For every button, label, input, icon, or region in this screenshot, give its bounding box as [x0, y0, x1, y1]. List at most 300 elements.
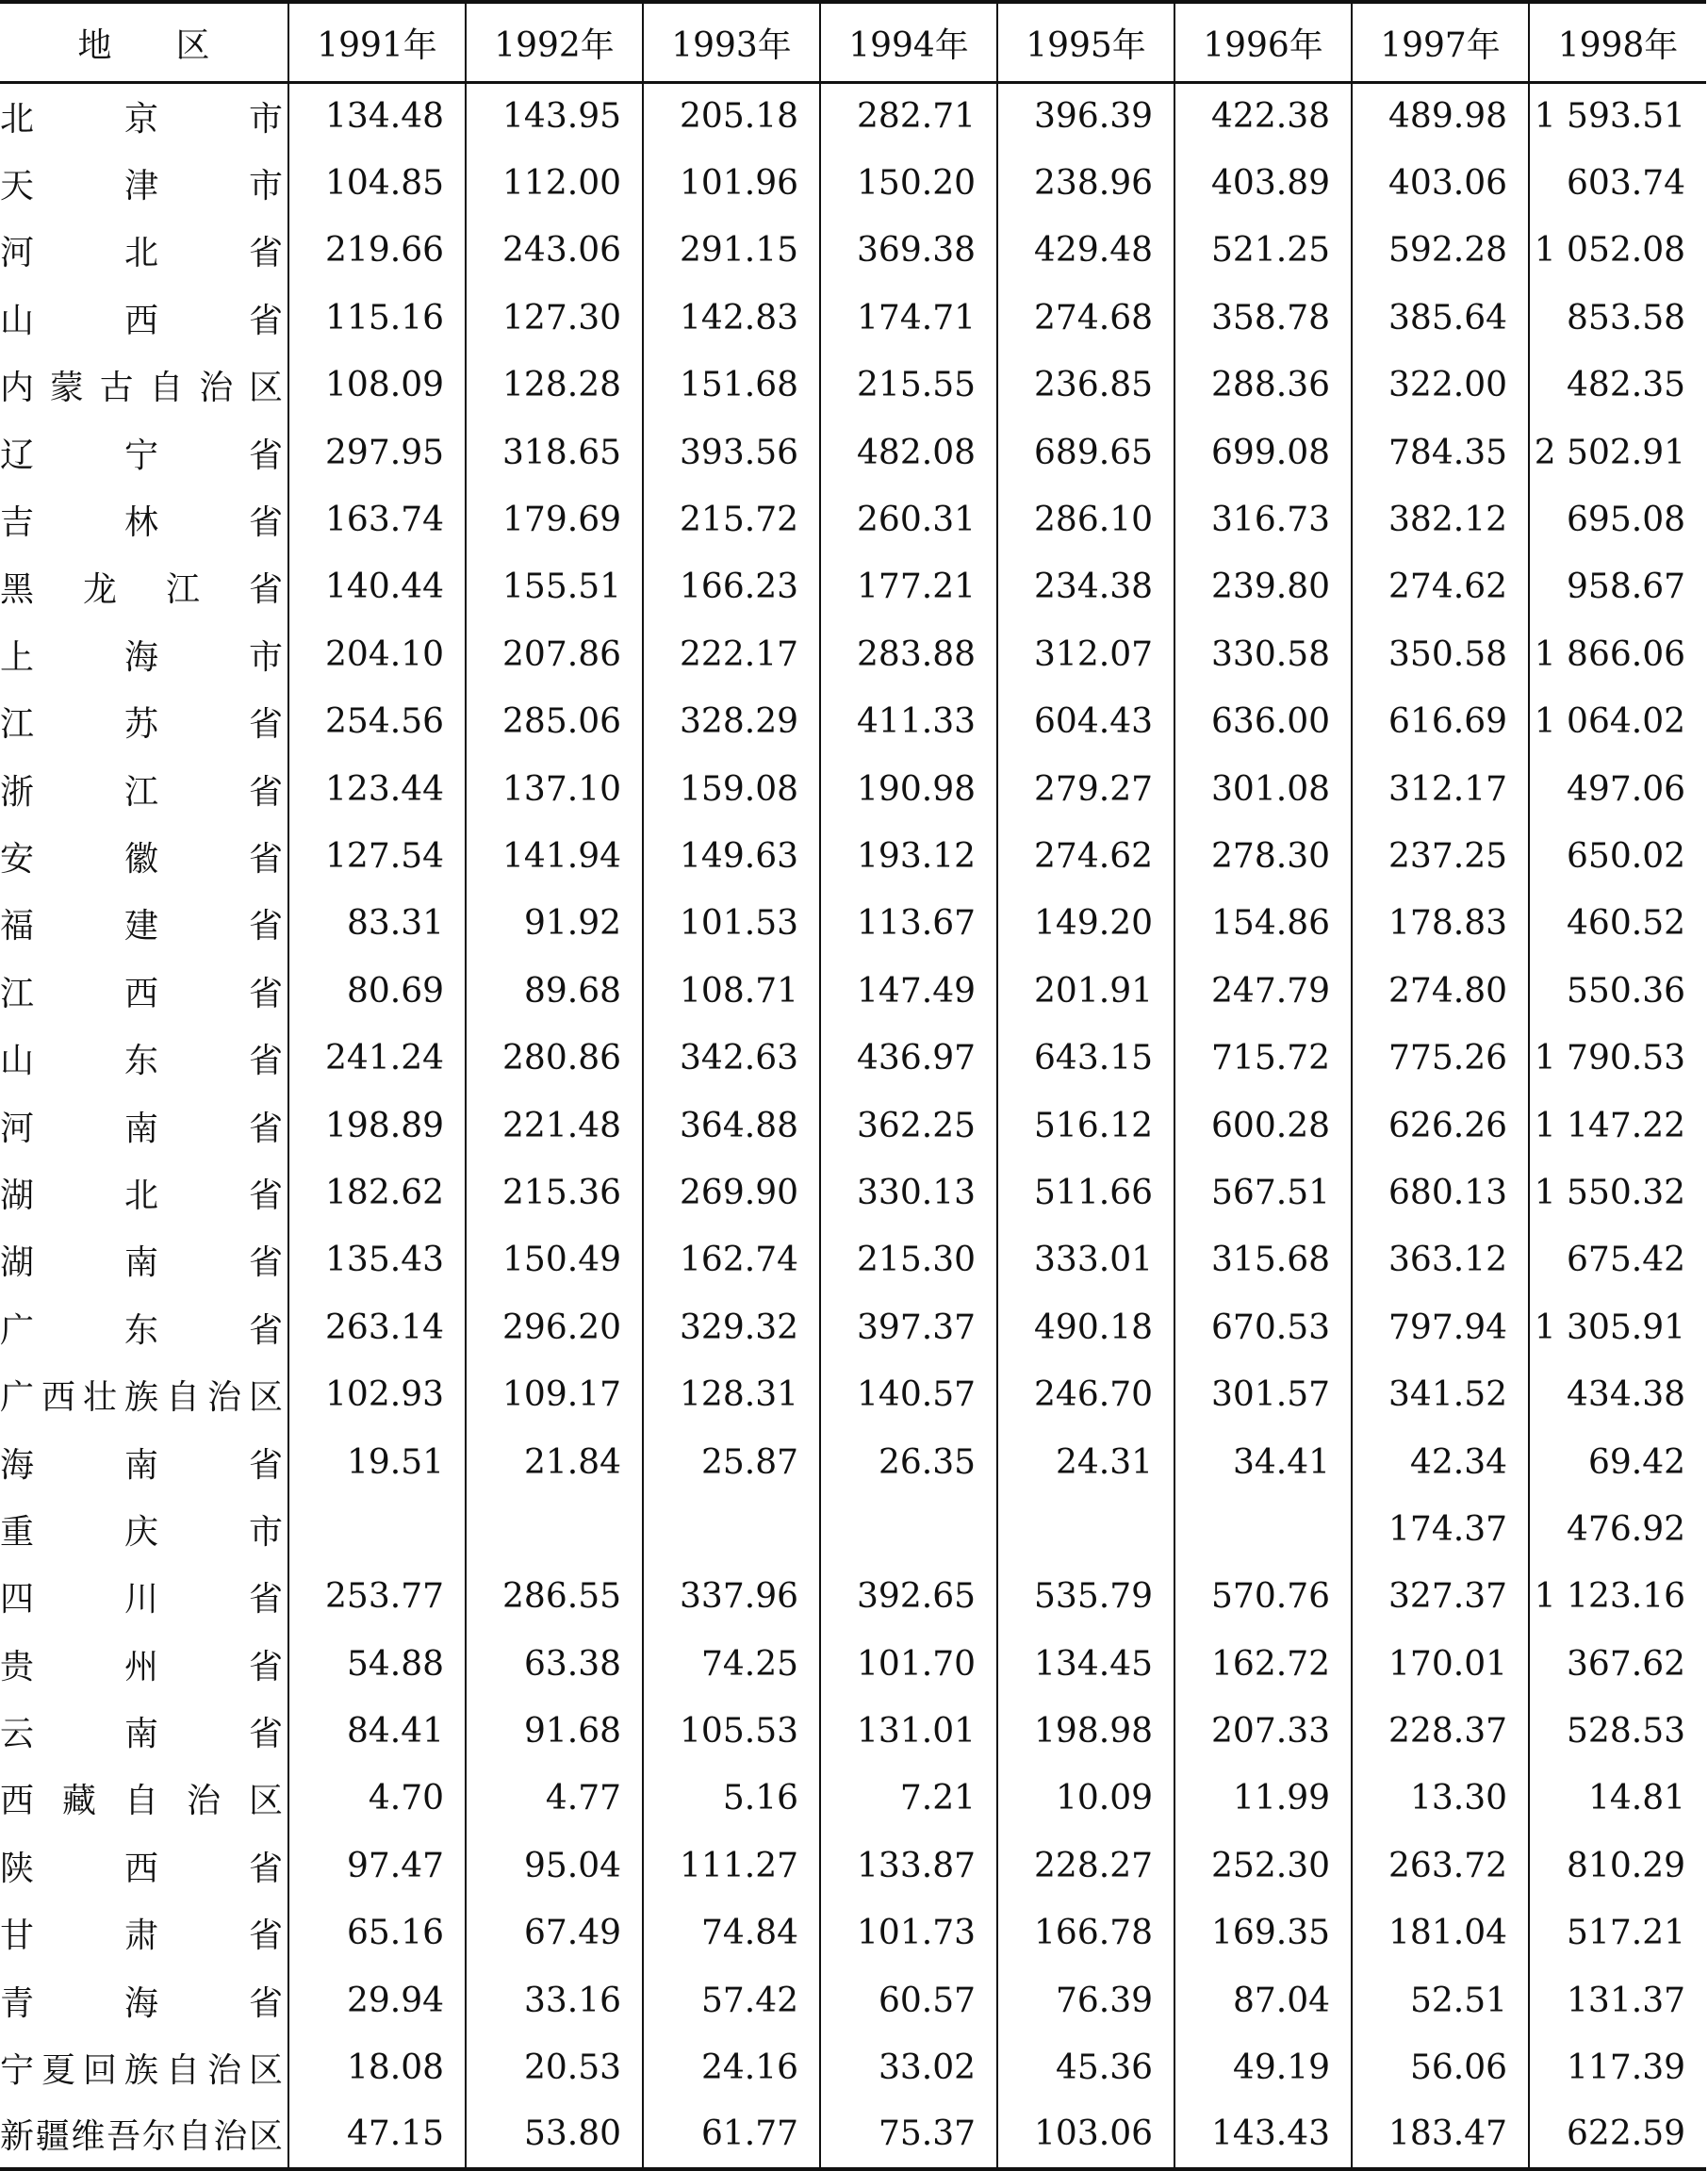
region-cell: [0, 1698, 288, 1765]
value-cell: 198.89: [288, 1092, 466, 1159]
value-cell: 278.30: [1174, 823, 1352, 890]
value-cell: 246.70: [997, 1361, 1174, 1428]
value-cell: 111.27: [643, 1833, 820, 1900]
value-cell: 274.80: [1352, 958, 1529, 1025]
table-row: [0, 1630, 1706, 1697]
value-cell: 2 502.91: [1529, 419, 1706, 485]
region-cell: [0, 958, 288, 1025]
value-cell: 288.36: [1174, 352, 1352, 419]
value-cell: 222.17: [643, 621, 820, 688]
value-cell: 155.51: [466, 553, 643, 620]
header-region: 地 区: [0, 2, 288, 83]
value-cell: 1 790.53: [1529, 1025, 1706, 1092]
region-name: 海南省: [0, 1445, 283, 1485]
region-name: 陕西省: [0, 1849, 283, 1888]
table-row: [0, 1563, 1706, 1630]
value-cell: 141.94: [466, 823, 643, 890]
value-cell: 108.71: [643, 958, 820, 1025]
region-name: 内蒙古自治区: [0, 369, 283, 408]
value-cell: 104.85: [288, 150, 466, 217]
value-cell: 25.87: [643, 1428, 820, 1495]
value-cell: 178.83: [1352, 890, 1529, 957]
value-cell: 422.38: [1174, 83, 1352, 150]
value-cell: 5.16: [643, 1765, 820, 1832]
value-cell: 280.86: [466, 1025, 643, 1092]
value-cell: 14.81: [1529, 1765, 1706, 1832]
table-row: [0, 352, 1706, 419]
header-year: 1992年: [466, 2, 643, 83]
value-cell: 570.76: [1174, 1563, 1352, 1630]
value-cell: 33.02: [820, 2034, 997, 2101]
table-row: [0, 1361, 1706, 1428]
value-cell: [997, 1496, 1174, 1563]
table-row: [0, 958, 1706, 1025]
table-row: [0, 2034, 1706, 2101]
value-cell: 67.49: [466, 1900, 643, 1966]
table-row: [0, 1698, 1706, 1765]
value-cell: 497.06: [1529, 755, 1706, 822]
region-cell: [0, 1496, 288, 1563]
region-name: 贵州省: [0, 1647, 283, 1686]
region-cell: [0, 83, 288, 150]
region-cell: [0, 621, 288, 688]
value-cell: 403.89: [1174, 150, 1352, 217]
region-cell: [0, 755, 288, 822]
value-cell: 182.62: [288, 1160, 466, 1226]
region-name: 河北省: [0, 234, 283, 273]
region-cell: [0, 1630, 288, 1697]
value-cell: 89.68: [466, 958, 643, 1025]
value-cell: 516.12: [997, 1092, 1174, 1159]
table-row: [0, 1765, 1706, 1832]
value-cell: 622.59: [1529, 2101, 1706, 2168]
value-cell: 26.35: [820, 1428, 997, 1495]
value-cell: 327.37: [1352, 1563, 1529, 1630]
value-cell: 170.01: [1352, 1630, 1529, 1697]
value-cell: 162.72: [1174, 1630, 1352, 1697]
value-cell: 643.15: [997, 1025, 1174, 1092]
value-cell: [643, 1496, 820, 1563]
value-cell: 205.18: [643, 83, 820, 150]
value-cell: 239.80: [1174, 553, 1352, 620]
value-cell: 87.04: [1174, 1966, 1352, 2033]
value-cell: 238.96: [997, 150, 1174, 217]
region-cell: [0, 419, 288, 485]
value-cell: 84.41: [288, 1698, 466, 1765]
region-cell: [0, 217, 288, 284]
value-cell: 535.79: [997, 1563, 1174, 1630]
value-cell: 166.78: [997, 1900, 1174, 1966]
value-cell: 80.69: [288, 958, 466, 1025]
value-cell: 396.39: [997, 83, 1174, 150]
value-cell: 283.88: [820, 621, 997, 688]
region-name: 湖南省: [0, 1243, 283, 1283]
value-cell: 274.62: [997, 823, 1174, 890]
value-cell: 301.08: [1174, 755, 1352, 822]
value-cell: 10.09: [997, 1765, 1174, 1832]
value-cell: 134.48: [288, 83, 466, 150]
value-cell: 254.56: [288, 688, 466, 755]
value-cell: 784.35: [1352, 419, 1529, 485]
value-cell: 91.92: [466, 890, 643, 957]
header-year: 1993年: [643, 2, 820, 83]
region-name: 云南省: [0, 1715, 283, 1754]
value-cell: 511.66: [997, 1160, 1174, 1226]
value-cell: 958.67: [1529, 553, 1706, 620]
region-cell: [0, 1900, 288, 1966]
region-cell: [0, 688, 288, 755]
value-cell: 147.49: [820, 958, 997, 1025]
value-cell: 312.07: [997, 621, 1174, 688]
value-cell: 42.34: [1352, 1428, 1529, 1495]
value-cell: 174.71: [820, 285, 997, 352]
value-cell: 285.06: [466, 688, 643, 755]
value-cell: 228.37: [1352, 1698, 1529, 1765]
value-cell: 650.02: [1529, 823, 1706, 890]
value-cell: 97.47: [288, 1833, 466, 1900]
table-row: [0, 1092, 1706, 1159]
value-cell: 253.77: [288, 1563, 466, 1630]
value-cell: 1 593.51: [1529, 83, 1706, 150]
value-cell: 403.06: [1352, 150, 1529, 217]
value-cell: 269.90: [643, 1160, 820, 1226]
header-year: 1991年: [288, 2, 466, 83]
value-cell: 142.83: [643, 285, 820, 352]
value-cell: 434.38: [1529, 1361, 1706, 1428]
region-cell: [0, 1025, 288, 1092]
table-row: [0, 150, 1706, 217]
value-cell: 7.21: [820, 1765, 997, 1832]
value-cell: 482.08: [820, 419, 997, 485]
value-cell: 54.88: [288, 1630, 466, 1697]
region-name: 四川省: [0, 1580, 283, 1620]
value-cell: 102.93: [288, 1361, 466, 1428]
region-cell: [0, 352, 288, 419]
value-cell: 53.80: [466, 2101, 643, 2168]
value-cell: 337.96: [643, 1563, 820, 1630]
value-cell: 567.51: [1174, 1160, 1352, 1226]
value-cell: 57.42: [643, 1966, 820, 2033]
table-row: [0, 419, 1706, 485]
value-cell: 247.79: [1174, 958, 1352, 1025]
value-cell: 1 123.16: [1529, 1563, 1706, 1630]
value-cell: 1 866.06: [1529, 621, 1706, 688]
table-row: [0, 1496, 1706, 1563]
value-cell: 411.33: [820, 688, 997, 755]
value-cell: 69.42: [1529, 1428, 1706, 1495]
table-row: [0, 217, 1706, 284]
value-cell: 221.48: [466, 1092, 643, 1159]
header-year: 1995年: [997, 2, 1174, 83]
region-name: 江苏省: [0, 705, 283, 745]
table-row: [0, 1294, 1706, 1361]
value-cell: 237.25: [1352, 823, 1529, 890]
value-cell: 207.86: [466, 621, 643, 688]
value-cell: 482.35: [1529, 352, 1706, 419]
region-name: 湖北省: [0, 1176, 283, 1215]
value-cell: 181.04: [1352, 1900, 1529, 1966]
table-row: [0, 285, 1706, 352]
table-row: [0, 1428, 1706, 1495]
table-row: [0, 688, 1706, 755]
value-cell: 143.95: [466, 83, 643, 150]
value-cell: 358.78: [1174, 285, 1352, 352]
region-cell: [0, 1765, 288, 1832]
value-cell: 201.91: [997, 958, 1174, 1025]
value-cell: 207.33: [1174, 1698, 1352, 1765]
value-cell: 131.01: [820, 1698, 997, 1765]
value-cell: 215.55: [820, 352, 997, 419]
table-body: [0, 83, 1706, 2169]
region-cell: [0, 1563, 288, 1630]
value-cell: 18.08: [288, 2034, 466, 2101]
value-cell: 154.86: [1174, 890, 1352, 957]
table-row: [0, 2101, 1706, 2168]
value-cell: 775.26: [1352, 1025, 1529, 1092]
header-year: 1998年: [1529, 2, 1706, 83]
value-cell: 4.77: [466, 1765, 643, 1832]
value-cell: 385.64: [1352, 285, 1529, 352]
value-cell: 75.37: [820, 2101, 997, 2168]
region-cell: [0, 486, 288, 553]
value-cell: 49.19: [1174, 2034, 1352, 2101]
value-cell: 393.56: [643, 419, 820, 485]
value-cell: 128.28: [466, 352, 643, 419]
value-cell: 134.45: [997, 1630, 1174, 1697]
value-cell: 74.84: [643, 1900, 820, 1966]
value-cell: 74.25: [643, 1630, 820, 1697]
value-cell: 600.28: [1174, 1092, 1352, 1159]
value-cell: 286.55: [466, 1563, 643, 1630]
value-cell: 312.17: [1352, 755, 1529, 822]
region-cell: [0, 1294, 288, 1361]
value-cell: 101.70: [820, 1630, 997, 1697]
value-cell: 179.69: [466, 486, 643, 553]
value-cell: 550.36: [1529, 958, 1706, 1025]
value-cell: 150.49: [466, 1226, 643, 1293]
value-cell: 34.41: [1174, 1428, 1352, 1495]
value-cell: 243.06: [466, 217, 643, 284]
value-cell: 362.25: [820, 1092, 997, 1159]
value-cell: 52.51: [1352, 1966, 1529, 2033]
value-cell: 11.99: [1174, 1765, 1352, 1832]
value-cell: 215.72: [643, 486, 820, 553]
value-cell: 63.38: [466, 1630, 643, 1697]
value-cell: 528.53: [1529, 1698, 1706, 1765]
table-row: [0, 1966, 1706, 2033]
table-row: [0, 553, 1706, 620]
value-cell: 853.58: [1529, 285, 1706, 352]
region-name: 宁夏回族自治区: [0, 2051, 283, 2091]
value-cell: 219.66: [288, 217, 466, 284]
value-cell: 1 305.91: [1529, 1294, 1706, 1361]
value-cell: 113.67: [820, 890, 997, 957]
value-cell: 291.15: [643, 217, 820, 284]
value-cell: 715.72: [1174, 1025, 1352, 1092]
value-cell: 140.44: [288, 553, 466, 620]
value-cell: 604.43: [997, 688, 1174, 755]
value-cell: 177.21: [820, 553, 997, 620]
value-cell: 382.12: [1352, 486, 1529, 553]
region-cell: [0, 285, 288, 352]
value-cell: 127.30: [466, 285, 643, 352]
value-cell: 263.72: [1352, 1833, 1529, 1900]
region-name: 吉林省: [0, 503, 283, 543]
value-cell: 342.63: [643, 1025, 820, 1092]
value-cell: 193.12: [820, 823, 997, 890]
value-cell: 56.06: [1352, 2034, 1529, 2101]
value-cell: 143.43: [1174, 2101, 1352, 2168]
value-cell: 1 064.02: [1529, 688, 1706, 755]
value-cell: 282.71: [820, 83, 997, 150]
value-cell: 322.00: [1352, 352, 1529, 419]
value-cell: 279.27: [997, 755, 1174, 822]
region-cell: [0, 2034, 288, 2101]
value-cell: 47.15: [288, 2101, 466, 2168]
region-cell: [0, 1833, 288, 1900]
value-cell: 149.63: [643, 823, 820, 890]
value-cell: 174.37: [1352, 1496, 1529, 1563]
table-row: [0, 1160, 1706, 1226]
region-name: 福建省: [0, 907, 283, 946]
value-cell: 367.62: [1529, 1630, 1706, 1697]
region-name: 甘肃省: [0, 1916, 283, 1956]
value-cell: 149.20: [997, 890, 1174, 957]
value-cell: 19.51: [288, 1428, 466, 1495]
value-cell: 675.42: [1529, 1226, 1706, 1293]
region-name: 浙江省: [0, 772, 283, 812]
value-cell: [466, 1496, 643, 1563]
value-cell: 215.36: [466, 1160, 643, 1226]
value-cell: 76.39: [997, 1966, 1174, 2033]
table-row: [0, 486, 1706, 553]
value-cell: 29.94: [288, 1966, 466, 2033]
value-cell: 274.62: [1352, 553, 1529, 620]
value-cell: 689.65: [997, 419, 1174, 485]
table-row: [0, 755, 1706, 822]
value-cell: 296.20: [466, 1294, 643, 1361]
value-cell: 521.25: [1174, 217, 1352, 284]
value-cell: 260.31: [820, 486, 997, 553]
region-name: 安徽省: [0, 839, 283, 879]
value-cell: 33.16: [466, 1966, 643, 2033]
value-cell: 166.23: [643, 553, 820, 620]
value-cell: 162.74: [643, 1226, 820, 1293]
region-name: 江西省: [0, 974, 283, 1013]
value-cell: 517.21: [1529, 1900, 1706, 1966]
region-name: 上海市: [0, 637, 283, 677]
value-cell: 810.29: [1529, 1833, 1706, 1900]
value-cell: 4.70: [288, 1765, 466, 1832]
value-cell: 131.37: [1529, 1966, 1706, 2033]
value-cell: 318.65: [466, 419, 643, 485]
table-row: [0, 1025, 1706, 1092]
value-cell: 1 550.32: [1529, 1160, 1706, 1226]
value-cell: 341.52: [1352, 1361, 1529, 1428]
value-cell: 369.38: [820, 217, 997, 284]
region-name: 西藏自治区: [0, 1782, 283, 1821]
value-cell: 626.26: [1352, 1092, 1529, 1159]
region-name: 山西省: [0, 301, 283, 340]
value-cell: 127.54: [288, 823, 466, 890]
value-cell: 20.53: [466, 2034, 643, 2101]
value-cell: 137.10: [466, 755, 643, 822]
region-name: 辽宁省: [0, 436, 283, 475]
value-cell: 252.30: [1174, 1833, 1352, 1900]
value-cell: 215.30: [820, 1226, 997, 1293]
value-cell: 198.98: [997, 1698, 1174, 1765]
value-cell: 489.98: [1352, 83, 1529, 150]
value-cell: 105.53: [643, 1698, 820, 1765]
value-cell: 328.29: [643, 688, 820, 755]
value-cell: 95.04: [466, 1833, 643, 1900]
table-row: [0, 1900, 1706, 1966]
value-cell: 117.39: [1529, 2034, 1706, 2101]
value-cell: 65.16: [288, 1900, 466, 1966]
region-cell: [0, 1092, 288, 1159]
value-cell: 135.43: [288, 1226, 466, 1293]
value-cell: 429.48: [997, 217, 1174, 284]
region-cell: [0, 150, 288, 217]
value-cell: 363.12: [1352, 1226, 1529, 1293]
region-name: 广西壮族自治区: [0, 1378, 283, 1418]
table-header: [0, 2, 1706, 83]
value-cell: 1 052.08: [1529, 217, 1706, 284]
region-cell: [0, 890, 288, 957]
table-row: [0, 890, 1706, 957]
region-name: 广东省: [0, 1310, 283, 1350]
region-cell: [0, 553, 288, 620]
value-cell: 24.16: [643, 2034, 820, 2101]
region-name: 山东省: [0, 1042, 283, 1081]
value-cell: 616.69: [1352, 688, 1529, 755]
value-cell: 592.28: [1352, 217, 1529, 284]
value-cell: 123.44: [288, 755, 466, 822]
value-cell: 150.20: [820, 150, 997, 217]
value-cell: 13.30: [1352, 1765, 1529, 1832]
region-name: 河南省: [0, 1109, 283, 1148]
value-cell: 21.84: [466, 1428, 643, 1495]
region-cell: [0, 1361, 288, 1428]
value-cell: 699.08: [1174, 419, 1352, 485]
value-cell: 797.94: [1352, 1294, 1529, 1361]
header-row: [0, 2, 1706, 83]
value-cell: 460.52: [1529, 890, 1706, 957]
region-cell: [0, 1226, 288, 1293]
value-cell: 330.58: [1174, 621, 1352, 688]
value-cell: 1 147.22: [1529, 1092, 1706, 1159]
value-cell: 108.09: [288, 352, 466, 419]
region-name: 天津市: [0, 167, 283, 206]
value-cell: 316.73: [1174, 486, 1352, 553]
value-cell: 670.53: [1174, 1294, 1352, 1361]
value-cell: 234.38: [997, 553, 1174, 620]
value-cell: 364.88: [643, 1092, 820, 1159]
value-cell: [820, 1496, 997, 1563]
region-name: 重庆市: [0, 1512, 283, 1552]
value-cell: 315.68: [1174, 1226, 1352, 1293]
value-cell: 350.58: [1352, 621, 1529, 688]
value-cell: 128.31: [643, 1361, 820, 1428]
value-cell: 636.00: [1174, 688, 1352, 755]
value-cell: 476.92: [1529, 1496, 1706, 1563]
value-cell: 228.27: [997, 1833, 1174, 1900]
value-cell: 241.24: [288, 1025, 466, 1092]
value-cell: 112.00: [466, 150, 643, 217]
value-cell: 392.65: [820, 1563, 997, 1630]
table-row: [0, 1833, 1706, 1900]
value-cell: 115.16: [288, 285, 466, 352]
